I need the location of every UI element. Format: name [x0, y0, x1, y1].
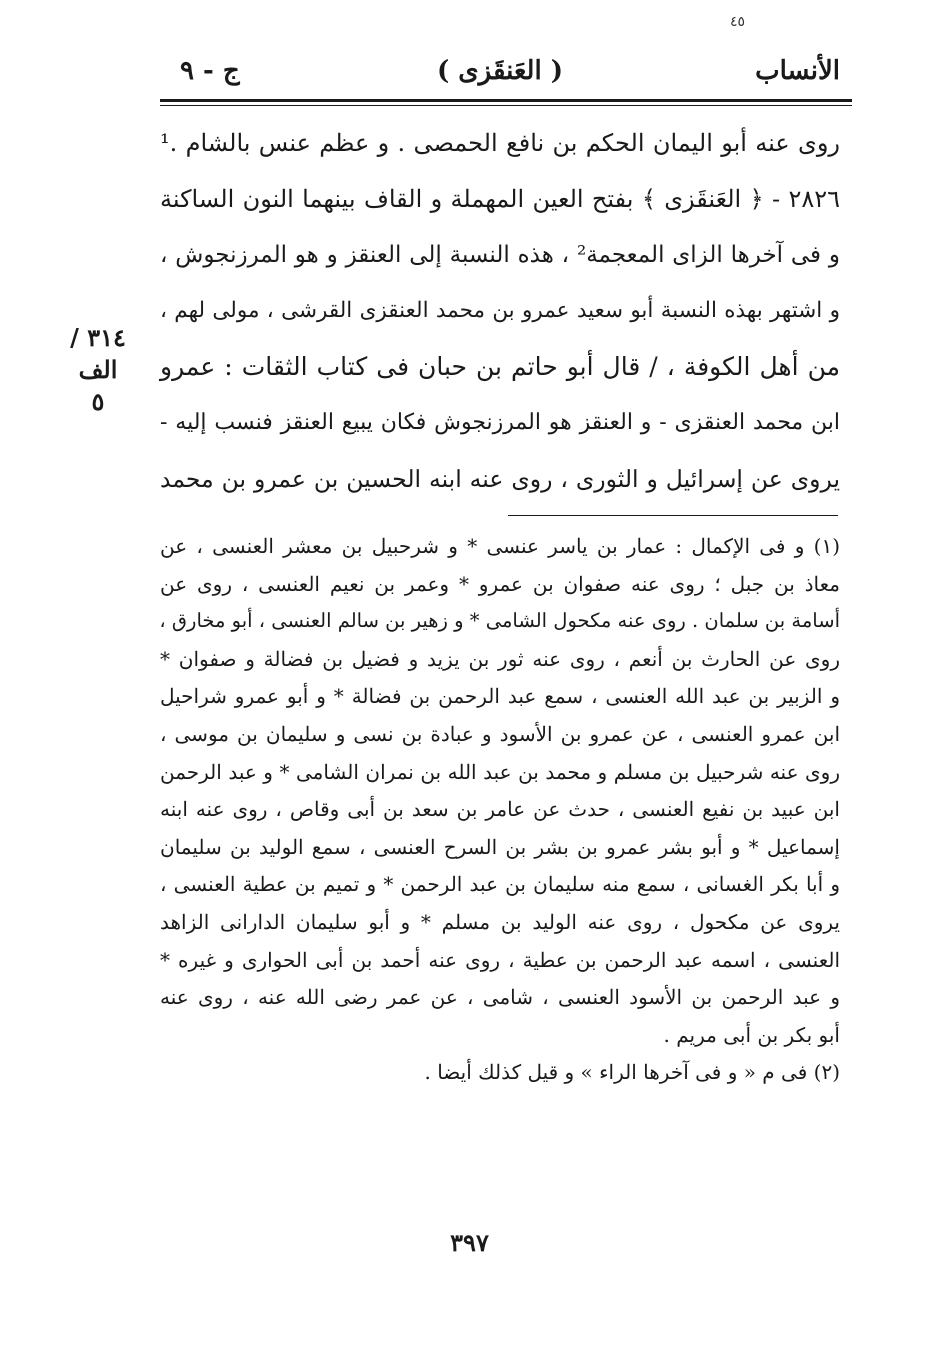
- footnote-line: ابن عبيد بن نفيع العنسى ، حدث عن عامر بن سعد بن أبى وقاص ، روى عنه ابنه: [160, 797, 840, 822]
- text-line: و فى آخرها الزاى المعجمة² ، هذه النسبة إلى العنقز و هو المرزنجوش ،: [160, 242, 841, 268]
- footnote-line: إسماعيل * و أبو بشر عمرو بن بشر بن السرح العنسى ، سمع الوليد بن سليمان: [160, 834, 840, 859]
- footnote-separator: [508, 515, 838, 516]
- running-header: [160, 50, 840, 94]
- footnote-line: و أبا بكر الغسانى ، سمع منه سليمان بن عبد الرحمن * و تميم بن عطية العنسى ،: [160, 872, 840, 897]
- footnote-line: (٢) فى م « و فى آخرها الراء » و قيل كذلك أيضا .: [424, 1060, 840, 1085]
- footnote-line: ابن عمرو العنسى ، عن عمرو بن الأسود و عبادة بن نسى و سليمان بن موسى ،: [160, 721, 840, 746]
- header-volume: ج - ٩: [180, 56, 240, 86]
- footnote-line: و عبد الرحمن بن الأسود العنسى ، شامى ، عن عمر رضى الله عنه ، روى عنه: [160, 985, 840, 1010]
- footnote-line: و الزبير بن عبد الله العنسى ، سمع عبد الرحمن بن فضالة * و أبو عمرو شراحيل: [160, 684, 840, 709]
- manuscript-folio-note: [48, 322, 148, 418]
- text-line: ابن محمد العنقزى - و العنقز هو المرزنجوش فكان يبيع العنقز فنسب إليه -: [160, 410, 840, 435]
- header-entry-title: ( العَنقَزى ): [436, 56, 564, 86]
- header-rule-thin: [160, 105, 852, 106]
- header-rule-thick: [160, 99, 852, 102]
- corner-mark: ٤٥: [730, 14, 746, 30]
- text-line: ٢٨٢٦ - ﴿ العَنقَزى ﴾ بفتح العين المهملة و القاف بينهما النون الساكنة: [160, 185, 840, 213]
- footnote-line: يروى عن مكحول ، روى عنه الوليد بن مسلم * و أبو سليمان الدارانى الزاهد: [160, 909, 840, 934]
- main-text: [160, 118, 840, 510]
- footnote-line: أبو بكر بن أبى مريم .: [663, 1022, 840, 1047]
- footnote-line: أسامة بن سلمان . روى عنه مكحول الشامى * و زهير بن سالم العنسى ، أبو مخارق ،: [159, 609, 840, 633]
- text-line: روى عنه أبو اليمان الحكم بن نافع الحمصى . و عظم عنس بالشام .¹: [160, 129, 840, 157]
- page-number: ٣٩٧: [450, 1228, 489, 1257]
- footnote-line: روى عنه شرحبيل بن مسلم و محمد بن عبد الله بن نمران الشامى * و عبد الرحمن: [160, 759, 840, 784]
- footnote-line: روى عن الحارث بن أنعم ، روى عنه ثور بن يزيد و فضيل بن فضالة و صفوان *: [160, 646, 840, 671]
- text-line: يروى عن إسرائيل و الثورى ، روى عنه ابنه الحسين بن عمرو بن محمد: [160, 465, 840, 493]
- folio-line-number: ٥: [91, 387, 105, 416]
- header-book-title: الأنساب: [755, 56, 840, 86]
- footnotes: [160, 528, 840, 1092]
- footnote-line: (١) و فى الإكمال : عمار بن ياسر عنسى * و شرحبيل بن معشر العنسى ، عن: [160, 534, 840, 558]
- text-line: من أهل الكوفة ، / قال أبو حاتم بن حبان فى كتاب الثقات : عمرو: [160, 352, 840, 381]
- footnote-line: العنسى ، اسمه عبد الرحمن بن عطية ، روى عنه أحمد بن أبى الحوارى و غيره *: [160, 947, 840, 972]
- text-line: و اشتهر بهذه النسبة أبو سعيد عمرو بن محمد العنقزى القرشى ، مولى لهم ،: [160, 298, 840, 323]
- folio-reference: ٣١٤ / الف: [70, 323, 126, 384]
- footnote-line: معاذ بن جبل ؛ روى عنه صفوان بن عمرو * وعمر بن نعيم العنسى ، روى عن: [160, 571, 840, 596]
